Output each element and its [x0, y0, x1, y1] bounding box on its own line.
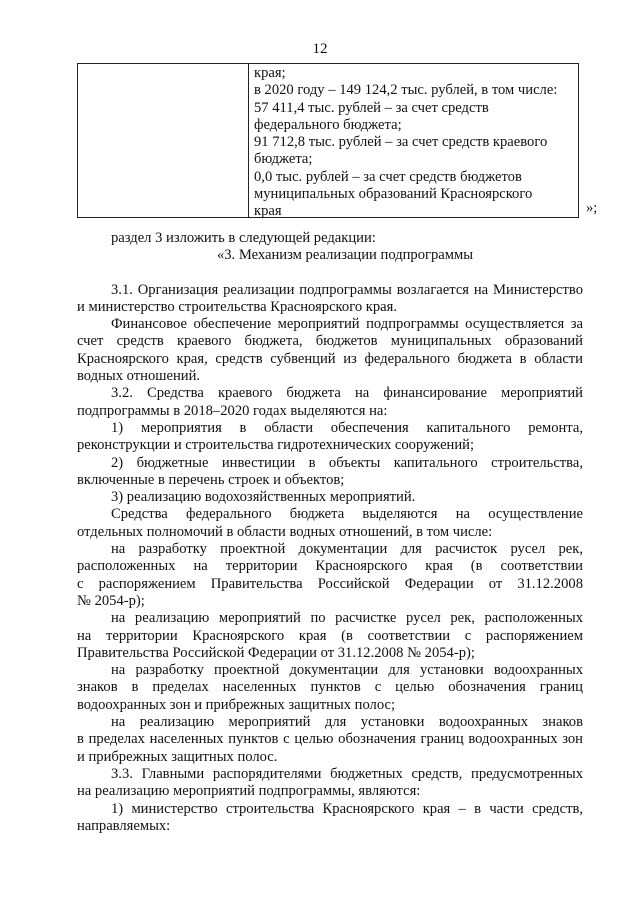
- paragraph-line: и прибрежных защитных полос.: [77, 748, 278, 765]
- paragraph-line: Красноярского края, средств субвенций из федерального бюджета в области: [77, 350, 583, 367]
- paragraph-line: на разработку проектной документации для расчисток русел рек,: [111, 541, 583, 558]
- table-line: 57 411,4 тыс. рублей – за счет средств: [254, 99, 489, 116]
- table-line: 0,0 тыс. рублей – за счет средств бюджетов: [254, 168, 522, 185]
- table-line: 91 712,8 тыс. рублей – за счет средств краевого: [254, 134, 548, 151]
- table-column-divider: [248, 64, 249, 217]
- table-line: в 2020 году – 149 124,2 тыс. рублей, в том числе:: [254, 82, 558, 99]
- paragraph-line: Правительства Российской Федерации от 31.12.2008 № 2054-р);: [77, 644, 475, 661]
- paragraph-line: в пределах населенных пунктов с целью обозначения границ водоохранных зон: [77, 731, 583, 748]
- paragraph-line: знаков в пределах населенных пунктов с целью обозначения границ: [77, 679, 583, 696]
- instruction-line: раздел 3 изложить в следующей редакции:: [111, 230, 376, 246]
- paragraph-line: водоохранных зон и прибрежных защитных полос;: [77, 696, 396, 713]
- paragraph-line: 3.2. Средства краевого бюджета на финансирование мероприятий: [111, 385, 583, 402]
- paragraph-line: счет средств краевого бюджета, бюджетов муниципальных образований: [77, 333, 583, 350]
- table-cell-funding: [254, 65, 579, 221]
- paragraph-line: и министерство строительства Красноярского края.: [77, 298, 397, 315]
- budget-table: [77, 63, 579, 218]
- document-body: [77, 230, 583, 835]
- paragraph-line: направляемых:: [77, 817, 171, 834]
- paragraph-line: с распоряжением Правительства Российской Федерации от 31.12.2008: [77, 575, 583, 592]
- paragraph-line: на реализацию мероприятий подпрограммы, являются:: [77, 783, 421, 800]
- paragraph-line: 3.1. Организация реализации подпрограммы возлагается на Министерство: [111, 281, 583, 298]
- paragraph-line: на реализацию мероприятий по расчистке русел рек, расположенных: [111, 610, 583, 627]
- list-item-line: 3) реализацию водохозяйственных мероприятий.: [111, 489, 416, 506]
- paragraph-line: на реализацию мероприятий для установки водоохранных знаков: [111, 714, 583, 731]
- table-line: федерального бюджета;: [254, 116, 402, 133]
- paragraph-line: водных отношений.: [77, 368, 201, 385]
- table-line: муниципальных образований Красноярского: [254, 186, 533, 203]
- table-line: края;: [254, 65, 286, 81]
- page-number: 12: [312, 41, 328, 57]
- paragraph-line: на разработку проектной документации для установки водоохранных: [111, 662, 583, 679]
- list-item-line: включенные в перечень строек и объектов;: [77, 471, 345, 488]
- table-closing-quote: »;: [586, 200, 598, 216]
- list-item-line: 1) мероприятия в области обеспечения капитального ремонта,: [111, 419, 583, 436]
- table-line: бюджета;: [254, 151, 313, 168]
- paragraph-line: № 2054-р);: [77, 592, 145, 609]
- list-item-line: 2) бюджетные инвестиции в объекты капитального строительства,: [111, 454, 583, 471]
- paragraph-line: отдельных полномочий в области водных отношений, в том числе:: [77, 523, 493, 540]
- paragraph-line: подпрограммы в 2018–2020 годах выделяются на:: [77, 402, 388, 419]
- paragraph-line: 1) министерство строительства Красноярского края – в части средств,: [111, 800, 583, 817]
- table-line: края: [254, 203, 282, 220]
- list-item-line: реконструкции и строительства гидротехнических сооружений;: [77, 437, 475, 454]
- paragraph-line: на территории Красноярского края (в соответствии с распоряжением: [77, 627, 583, 644]
- paragraph-line: 3.3. Главными распорядителями бюджетных средств, предусмотренных: [111, 765, 583, 782]
- paragraph-line: Средства федерального бюджета выделяются на осуществление: [111, 506, 583, 523]
- paragraph-line: расположенных на территории Красноярского края (в соответствии: [77, 558, 583, 575]
- section-heading: «3. Механизм реализации подпрограммы: [216, 247, 474, 264]
- paragraph-line: Финансовое обеспечение мероприятий подпрограммы осуществляется за: [111, 316, 583, 333]
